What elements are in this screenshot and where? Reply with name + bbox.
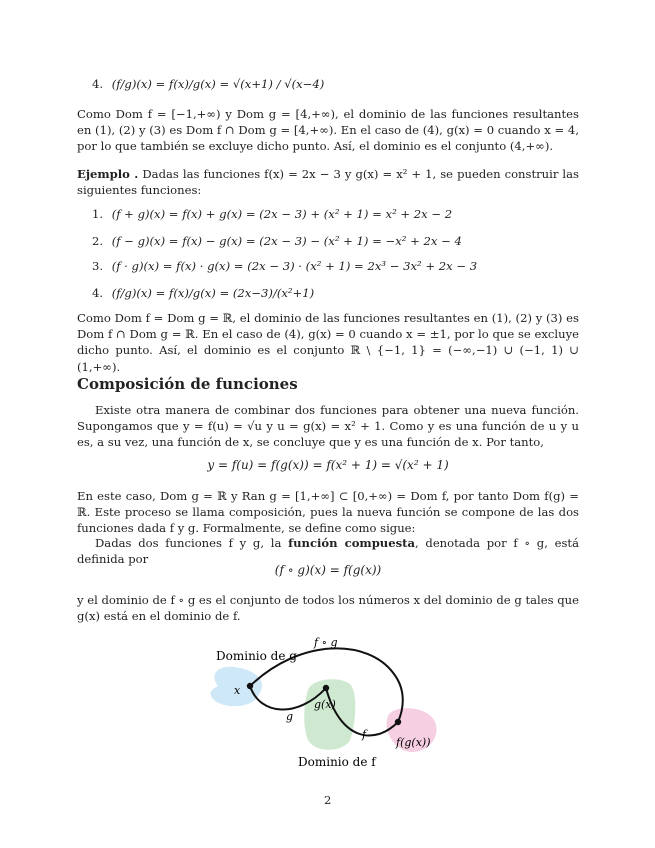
label-x: x <box>234 684 241 697</box>
page-number: 2 <box>324 793 332 807</box>
term-composite-function: función compuesta <box>288 536 415 550</box>
example-item-3: 3. (f · g)(x) = f(x) · g(x) = (2x − 3) · (x² + 1) = 2x³ − 3x² + 2x − 3 <box>92 259 478 273</box>
example-item-1: 1. (f + g)(x) = f(x) + g(x) = (2x − 3) + (x² + 1) = x² + 2x − 2 <box>92 207 453 221</box>
formula: (f/g)(x) = f(x)/g(x) = √(x+1) / √(x−4) <box>111 77 325 91</box>
section-paragraph-2: En este caso, Dom g = ℝ y Ran g = [1,+∞] ⊂ [0,+∞) = Dom f, por tanto Dom f(g) = ℝ. Este proceso se llama composición, pues la nueva función se compone de las dos funciones dada f y g. Formalmente, se define como sigue: <box>77 489 579 536</box>
label-gx: g(x) <box>314 698 336 711</box>
section-title: Composición de funciones <box>77 375 298 393</box>
example-label: Ejemplo . <box>77 167 139 181</box>
section-paragraph-1: Existe otra manera de combinar dos funciones para obtener una nueva función. Supongamos que y = f(u) = √u y u = g(x) = x² + 1. Como y es una función de u y u es, a su vez, una función de x, se concluye que y es una función de x. Por tanto, <box>77 403 579 450</box>
domain-f-blob <box>304 679 355 750</box>
example-item-2: 2. (f − g)(x) = f(x) − g(x) = (2x − 3) − (x² + 1) = −x² + 2x − 4 <box>92 234 462 248</box>
composition-diagram <box>200 628 460 773</box>
label-fog: f ∘ g <box>314 636 338 649</box>
top-list-item-4: 4. (f/g)(x) = f(x)/g(x) = √(x+1) / √(x−4) <box>92 77 325 91</box>
label-g: g <box>286 710 294 723</box>
section-paragraph-4: y el dominio de f ∘ g es el conjunto de todos los números x del dominio de g tales que g(x) está en el dominio de f. <box>77 593 579 624</box>
label-domain-f: Dominio de f <box>298 755 376 769</box>
example-conclusion: Como Dom f = Dom g = ℝ, el dominio de las funciones resultantes en (1), (2) y (3) es Dom f ∩ Dom g = ℝ. En el caso de (4), g(x) = 0 cuando x = ±1, por lo que se excluye dicho punto. Así, el dominio es el conjunto ℝ \ {−1, 1} = (−∞,−1) ∪ (−1, 1) ∪ (1,+∞). <box>77 311 579 374</box>
example-intro: Ejemplo . Dadas las funciones f(x) = 2x − 3 y g(x) = x² + 1, se pueden construir las siguientes funciones: <box>77 167 579 198</box>
label-domain-g: Dominio de g <box>216 649 297 663</box>
label-f: f <box>362 728 367 741</box>
point-x <box>247 683 253 689</box>
section-paragraph-3: Dadas dos funciones f y g, la función compuesta, denotada por f ∘ g, está definida por <box>77 536 579 567</box>
paragraph-domain-1: Como Dom f = [−1,+∞) y Dom g = [4,+∞), el dominio de las funciones resultantes en (1), (2) y (3) es Dom f ∩ Dom g = [4,+∞). En el caso de (4), g(x) = 0 cuando x = 4, por lo que también se excluye dicho punto. Así, el dominio es el conjunto (4,+∞). <box>77 107 579 154</box>
point-fgx <box>395 719 401 725</box>
equation-1: y = f(u) = f(g(x)) = f(x² + 1) = √(x² + 1) <box>207 458 449 472</box>
example-item-4: 4. (f/g)(x) = f(x)/g(x) = (2x−3)/(x²+1) <box>92 286 315 300</box>
label-fgx: f(g(x)) <box>396 736 431 749</box>
equation-2: (f ∘ g)(x) = f(g(x)) <box>274 563 382 577</box>
point-gx <box>323 685 329 691</box>
